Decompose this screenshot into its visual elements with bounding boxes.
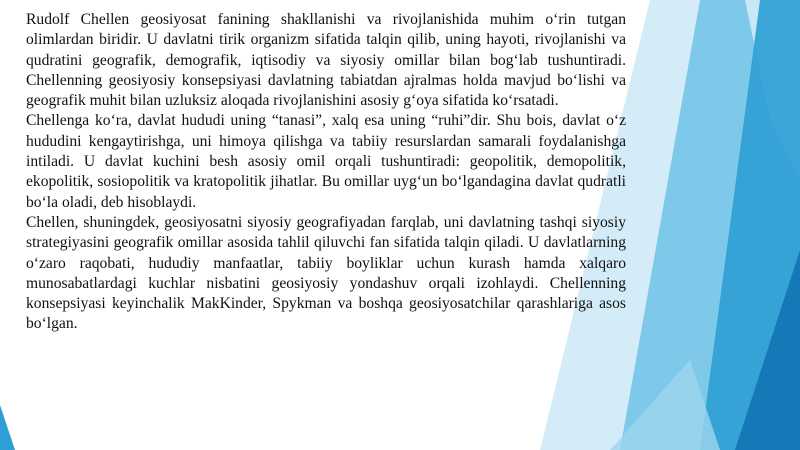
main-text-block <box>26 10 626 335</box>
paragraph-3: Chellen, shuningdek, geosiyosatni siyosiy geografiyadan farqlab, uni davlatning tashqi siyosiy strategiyasini geografik omillar asosida tahlil qiluvchi fan sifatida talqin qiladi. U davlatlarning oʻzaro raqobati, hududiy manfaatlar, tabiiy boyliklar uchun kurash hamda xalqaro munosabatlardagi kuchlar nisbatini geosiyosiy yondashuv orqali izohlaydi. Chellenning konsepsiyasi keyinchalik MakKinder, Spykman va boshqa geosiyosatchilar qarashlariga asos boʻlgan. <box>26 213 626 333</box>
paragraph-1: Rudolf Chellen geosiyosat fanining shakllanishi va rivojlanishida muhim oʻrin tutgan olimlardan biridir. U davlatni tirik organizm sifatida talqin qilib, uning hayoti, rivojlanishi va qudratini geografik, demografik, iqtisodiy va siyosiy omillar bilan bogʻlab tushuntiradi. Chellenning geosiyosiy konsepsiyasi davlatning tabiatdan ajralmas holda mavjud boʻlishi va geografik muhit bilan uzluksiz aloqada rivojlanishini asosiy gʻoya sifatida koʻrsatadi. <box>26 11 626 110</box>
paragraph-2: Chellenga koʻra, davlat hududi uning “tanasi”, xalq esa uning “ruhi”dir. Shu bois, davlat oʻz hududini kengaytirishga, uni himoya qilishga va tabiiy resurslardan samarali foydalanishga intiladi. U davlat kuchini besh asosiy omil orqali tushuntiradi: geopolitik, demopolitik, ekopolitik, sosiopolitik va kratopolitik jihatlar. Bu omillar uygʻun boʻlgandagina davlat qudratli boʻla oladi, deb hisoblaydi. <box>26 112 626 211</box>
left-edge-triangle <box>0 405 15 450</box>
